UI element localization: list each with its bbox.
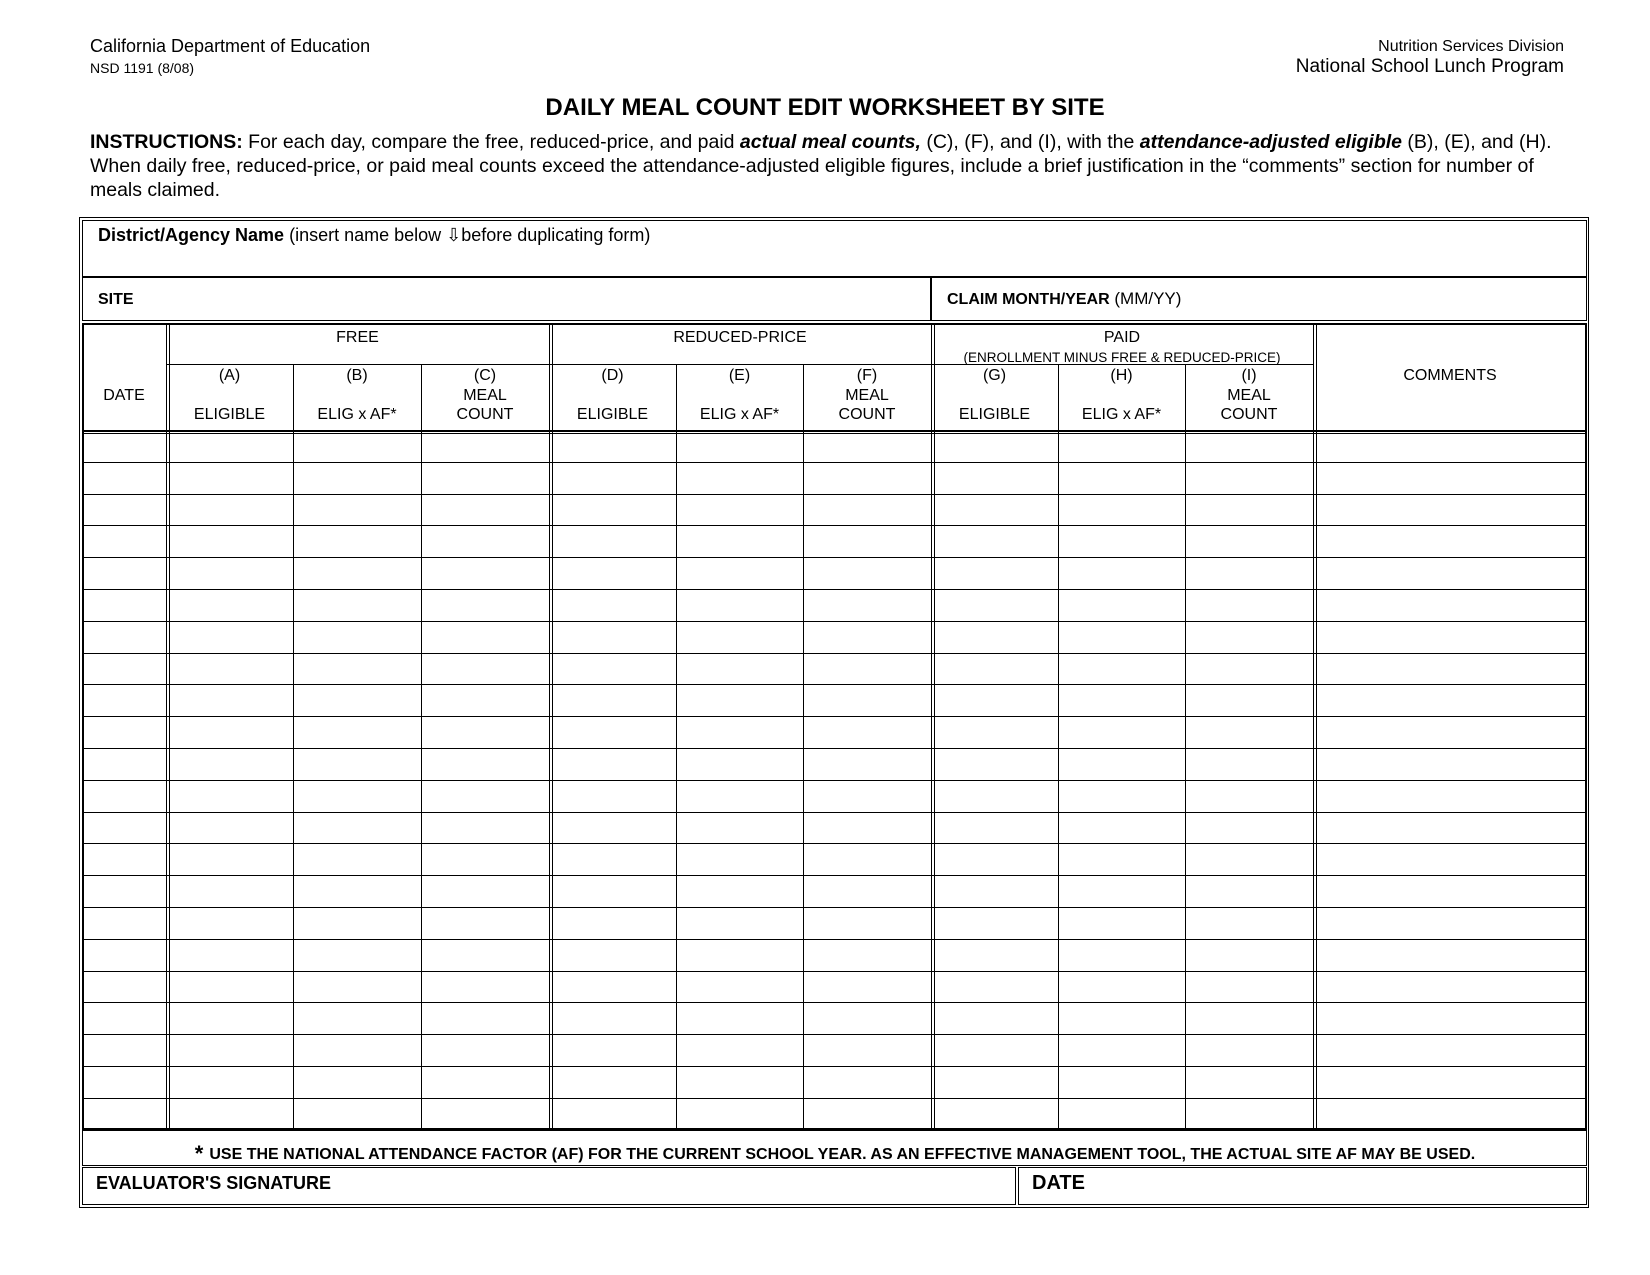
claim-label-text: CLAIM MONTH/YEAR (947, 291, 1110, 308)
column-label-line2: ELIGIBLE (193, 406, 266, 423)
column-line-double (934, 323, 935, 1130)
column-label-line1: MEAL (845, 387, 889, 404)
footnote-text: USE THE NATIONAL ATTENDANCE FACTOR (AF) FOR THE CURRENT SCHOOL YEAR. AS AN EFFECTIVE MANAGEMENT TOOL, THE ACTUAL SITE AF MAY BE USED. (209, 1146, 1476, 1163)
claim-label (947, 289, 1181, 309)
evaluator-signature-text: EVALUATOR'S SIGNATURE (96, 1173, 331, 1193)
claim-hint: (MM/YY) (1109, 289, 1182, 308)
instructions-part2: (C), (F), and (I), with the (920, 131, 1140, 153)
column-line (421, 364, 422, 1130)
column-label-line2: ELIG x AF* (699, 406, 780, 423)
page-title: DAILY MEAL COUNT EDIT WORKSHEET BY SITE (545, 94, 1105, 121)
column-label-line2: COUNT (838, 406, 896, 423)
table-row-line (82, 875, 1587, 876)
column-letter: (G) (982, 367, 1007, 384)
column-line (676, 364, 677, 1130)
footnote-star: * (194, 1141, 204, 1166)
column-letter: (B) (346, 367, 368, 384)
column-label-line1: MEAL (1227, 387, 1271, 404)
table-row-line (82, 494, 1587, 495)
column-label-line2: ELIG x AF* (317, 406, 397, 423)
footnote (80, 1141, 1590, 1167)
instructions-lead: INSTRUCTIONS: (90, 131, 243, 153)
table-row-line (82, 589, 1587, 590)
signature-date-label (1032, 1172, 1085, 1195)
table-row-line (82, 843, 1587, 844)
date-header: DATE (103, 387, 145, 404)
table-row-line (82, 1066, 1587, 1067)
column-line (803, 364, 804, 1130)
table-row-line (82, 653, 1587, 654)
column-line-double (1316, 323, 1317, 1130)
column-line-double (169, 323, 170, 1130)
column-line (1058, 364, 1059, 1130)
instructions-part3: (B), (E), and (H). When daily free, reduced-price, or paid meal counts exceed the attendance-adjusted eligible figures, include a brief justification in the “comments” section for number of meals claimed. (90, 131, 1552, 201)
evaluator-signature-label (96, 1173, 331, 1194)
department-name: California Department of Education (90, 36, 371, 56)
site-label (98, 291, 134, 309)
column-line (166, 323, 167, 1130)
group-header: FREE (336, 329, 379, 346)
column-line (1313, 323, 1314, 1130)
table-row-line (82, 1002, 1587, 1003)
column-letter: (A) (218, 367, 241, 384)
table-row-line (82, 748, 1587, 749)
column-letter: (I) (1241, 367, 1257, 384)
table-row-line (82, 971, 1587, 972)
table-row-line (82, 716, 1587, 717)
column-line (931, 323, 932, 1130)
table-row-line (82, 621, 1587, 622)
column-line-double (552, 323, 553, 1130)
column-line (293, 364, 294, 1130)
site-label-text: SITE (98, 291, 134, 308)
header-divider (82, 430, 1587, 432)
district-label (98, 225, 650, 246)
instructions-emphasis-2: attendance-adjusted eligible (1139, 131, 1403, 153)
table-row-line (82, 1098, 1587, 1099)
column-label-line1: MEAL (463, 387, 507, 404)
instructions-emphasis-1: actual meal counts, (739, 131, 921, 153)
table-row-line (82, 939, 1587, 940)
table-row-line (82, 684, 1587, 685)
column-label-line2: ELIGIBLE (576, 406, 649, 423)
division-name: Nutrition Services Division (1378, 38, 1564, 55)
group-header: PAID (1103, 329, 1141, 346)
column-label-line2: ELIGIBLE (958, 406, 1031, 423)
column-letter: (C) (473, 367, 497, 384)
column-label-line2: COUNT (456, 406, 514, 423)
table-row-line (82, 525, 1587, 526)
table-row-line (82, 1034, 1587, 1035)
group-header: REDUCED-PRICE (673, 329, 807, 346)
district-hint: (insert name below ⇩before duplicating form) (284, 225, 651, 245)
group-subheader: (ENROLLMENT MINUS FREE & REDUCED-PRICE) (963, 350, 1281, 365)
signature-date-field[interactable] (1018, 1167, 1587, 1205)
column-letter: (H) (1110, 367, 1133, 384)
comments-header: COMMENTS (1403, 367, 1497, 384)
table-row-line (82, 557, 1587, 558)
site-field[interactable] (82, 277, 931, 321)
table-border (82, 323, 1587, 1130)
program-name: National School Lunch Program (1295, 56, 1564, 77)
district-label-text: District/Agency Name (98, 225, 285, 245)
table-row-line (82, 907, 1587, 908)
instructions-part1: For each day, compare the free, reduced-price, and paid (242, 131, 740, 153)
column-letter: (F) (856, 367, 878, 384)
table-row-line (82, 812, 1587, 813)
table-row-line (82, 462, 1587, 463)
signature-date-text: DATE (1032, 1172, 1085, 1194)
column-line (1185, 364, 1186, 1130)
column-label-line2: COUNT (1220, 406, 1278, 423)
column-line (549, 323, 550, 1130)
table-row-line (82, 780, 1587, 781)
column-letter: (D) (601, 367, 624, 384)
instructions (90, 130, 1560, 202)
column-label-line2: ELIG x AF* (1081, 406, 1162, 423)
column-letter: (E) (728, 367, 751, 384)
form-number: NSD 1191 (8/08) (90, 60, 195, 76)
header-divider-inner (82, 433, 1587, 434)
